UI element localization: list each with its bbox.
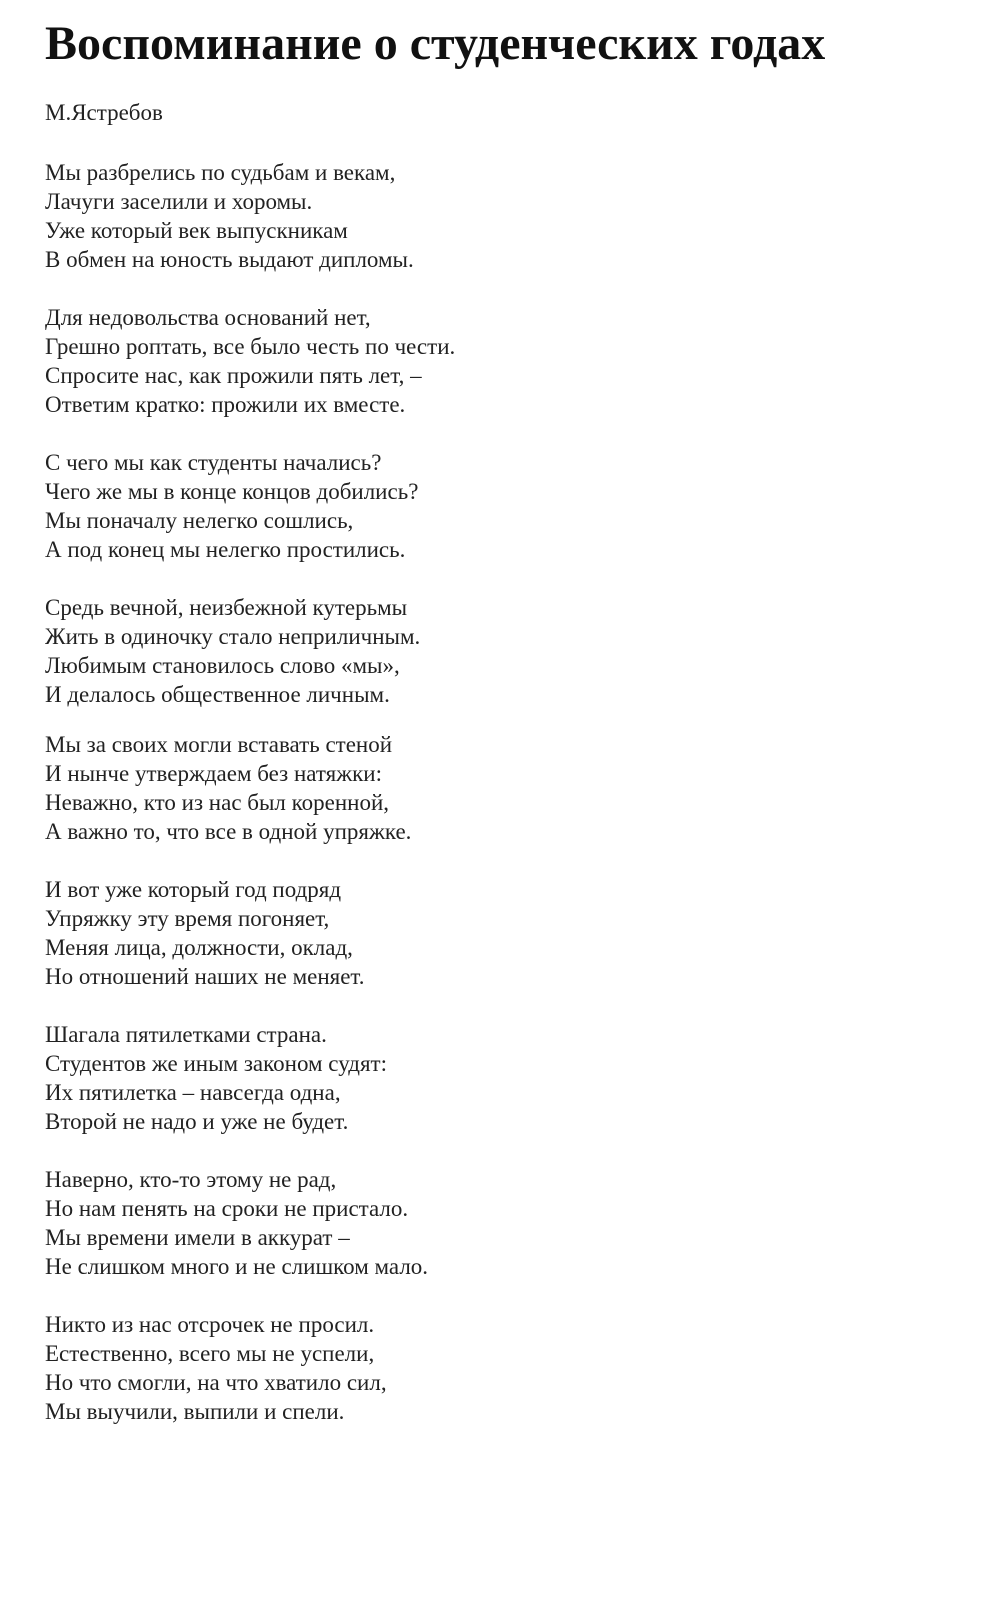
poem-line: Мы разбрелись по судьбам и векам, (45, 160, 396, 185)
poem-line: Меняя лица, должности, оклад, (45, 935, 353, 960)
poem-line: Спросите нас, как прожили пять лет, – (45, 363, 422, 388)
poem-line: С чего мы как студенты начались? (45, 450, 382, 475)
stanza-2 (45, 303, 455, 419)
stanza-4 (45, 593, 420, 709)
poem-line: Мы поначалу нелегко сошлись, (45, 508, 354, 533)
stanza-1 (45, 158, 414, 274)
poem-line: Упряжку эту время погоняет, (45, 906, 330, 931)
poem-line: Но отношений наших не меняет. (45, 964, 365, 989)
poem-line: И вот уже который год подряд (45, 877, 342, 902)
stanza-6 (45, 875, 365, 991)
poem-line: Средь вечной, неизбежной кутерьмы (45, 595, 408, 620)
poem-line: Лачуги заселили и хоромы. (45, 189, 313, 214)
poem-line: Но нам пенять на сроки не пристало. (45, 1196, 409, 1221)
poem-line: Любимым становилось слово «мы», (45, 653, 400, 678)
poem-line: Неважно, кто из нас был коренной, (45, 790, 390, 815)
poem-line: Естественно, всего мы не успели, (45, 1341, 375, 1366)
poem-line: Их пятилетка – навсегда одна, (45, 1080, 341, 1105)
poem-title: Воспоминание о студенческих годах (45, 17, 826, 70)
poem-line: Мы за своих могли вставать стеной (45, 732, 393, 757)
poem-line: Шагала пятилетками страна. (45, 1022, 327, 1047)
stanza-8 (45, 1165, 428, 1281)
poem-line: Не слишком много и не слишком мало. (45, 1254, 429, 1279)
poem-line: Жить в одиночку стало неприличным. (45, 624, 421, 649)
stanza-5 (45, 730, 411, 846)
stanza-7 (45, 1020, 387, 1136)
poem-line: Но что смогли, на что хватило сил, (45, 1370, 387, 1395)
poem-line: Грешно роптать, все было честь по чести. (45, 334, 456, 359)
poem-line: Никто из нас отсрочек не просил. (45, 1312, 375, 1337)
poem-line: Чего же мы в конце концов добились? (45, 479, 419, 504)
poem-line: А важно то, что все в одной упряжке. (45, 819, 412, 844)
poem-line: Уже который век выпускникам (45, 218, 348, 243)
poem-line: Для недовольства оснований нет, (45, 305, 371, 330)
poem-line: Студентов же иным законом судят: (45, 1051, 387, 1076)
poem-line: В обмен на юность выдают дипломы. (45, 247, 414, 272)
poem-line: Мы выучили, выпили и спели. (45, 1399, 345, 1424)
poem-line: А под конец мы нелегко простились. (45, 537, 406, 562)
poem-line: Наверно, кто-то этому не рад, (45, 1167, 337, 1192)
poem-author: М.Ястребов (45, 100, 163, 125)
poem-line: Второй не надо и уже не будет. (45, 1109, 349, 1134)
stanza-9 (45, 1310, 387, 1426)
poem-line: И делалось общественное личным. (45, 682, 390, 707)
poem-line: Мы времени имели в аккурат – (45, 1225, 350, 1250)
poem-line: И нынче утверждаем без натяжки: (45, 761, 382, 786)
stanza-3 (45, 448, 418, 564)
poem-line: Ответим кратко: прожили их вместе. (45, 392, 406, 417)
